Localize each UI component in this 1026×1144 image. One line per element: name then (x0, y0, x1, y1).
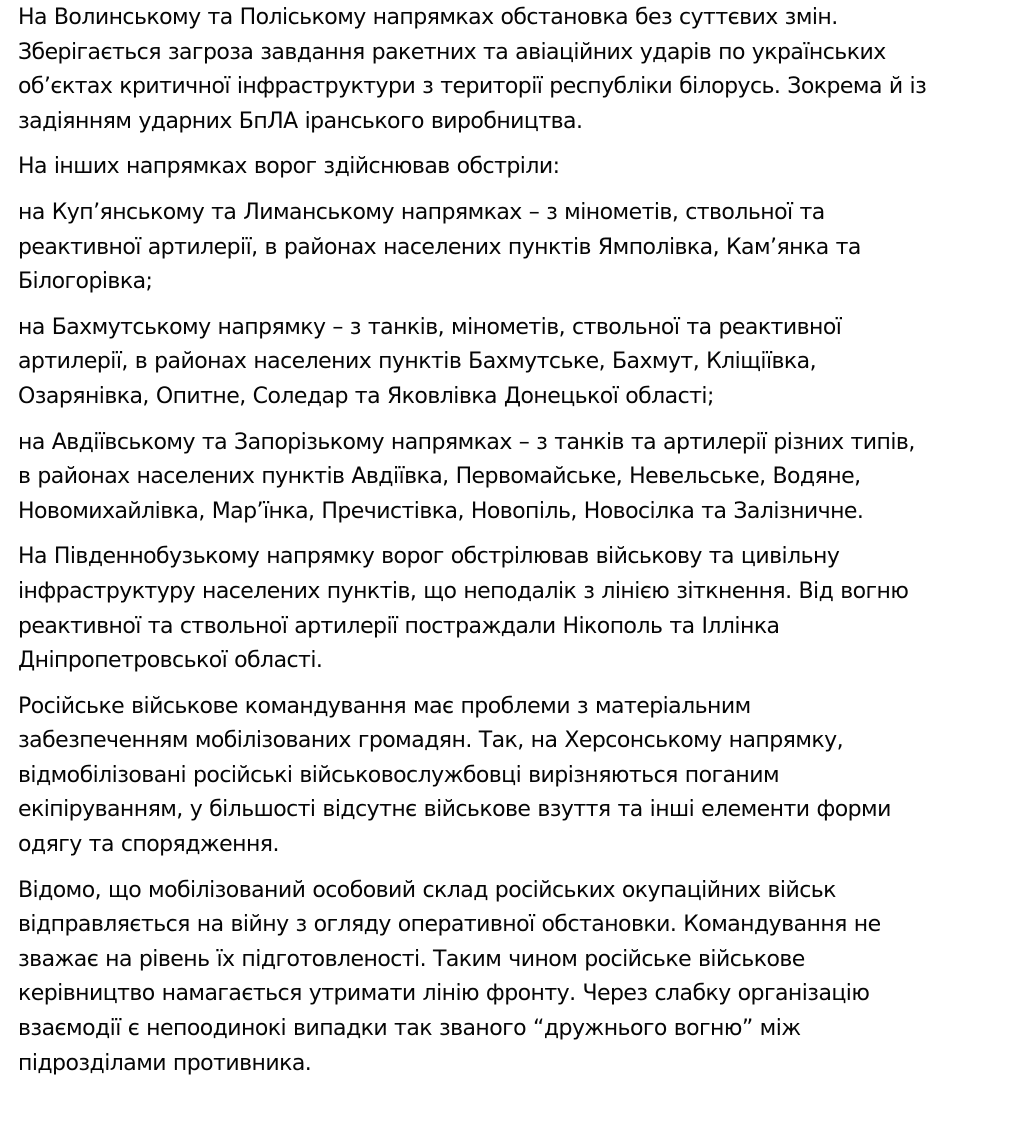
text-line: На Волинському та Поліському напрямках обстановка без суттєвих змін. (18, 5, 838, 30)
text-line: Зберігається загроза завдання ракетних та авіаційних ударів по українських (18, 39, 886, 65)
text-line: Відомо, що мобілізований особовий склад російських окупаційних військ (18, 877, 836, 903)
text-line: в районах населених пунктів Авдіївка, Первомайське, Невельське, Водяне, (18, 464, 861, 490)
text-line: одягу та спорядження. (18, 832, 279, 858)
text-line: На Південнобузькому напрямку ворог обстрілював військову та цивільну (18, 544, 840, 570)
text-line: артилерії, в районах населених пунктів Бахмутське, Бахмут, Кліщіївка, (18, 349, 817, 375)
text-line: на Авдіївському та Запорізькому напрямках – з танків та артилерії різних типів, (18, 429, 915, 455)
text-line: об’єктах критичної інфраструктури з території республіки білорусь. Зокрема й із (18, 74, 927, 100)
text-line: реактивної та ствольної артилерії постраждали Нікополь та Іллінка (18, 613, 780, 639)
paragraph-pivdennobuzkyi (18, 540, 1016, 678)
text-line: забезпеченням мобілізованих громадян. Так, на Херсонському напрямку, (18, 728, 844, 754)
text-line: екіпіруванням, у більшості відсутнє військове взуття та інші елементи форми (18, 797, 891, 823)
text-line: Дніпропетровської області. (18, 648, 323, 674)
text-line: керівництво намагається утримати лінію фронту. Через слабку організацію (18, 981, 870, 1007)
paragraph-other-directions-intro (18, 150, 1016, 185)
text-line: На інших напрямках ворог здійснював обстріли: (18, 154, 560, 180)
text-line: зважає на рівень їх підготовленості. Таким чином російське військове (18, 946, 805, 972)
paragraph-avdiivka-zaporizhzhia (18, 426, 1016, 530)
text-line: взаємодії є непоодинокі випадки так званого “дружнього вогню” між (18, 1016, 801, 1042)
paragraph-kupiansk-lyman (18, 196, 1016, 300)
text-line: на Куп’янському та Лиманському напрямках – з мінометів, ствольної та (18, 199, 825, 225)
text-line: реактивної артилерії, в районах населених пунктів Ямполівка, Кам’янка та (18, 234, 861, 260)
text-line: задіянням ударних БпЛА іранського виробництва. (18, 108, 583, 134)
text-line: підрозділами противника. (18, 1050, 312, 1076)
paragraph-volyn-polissia (18, 1, 1016, 139)
text-line: Білогорівка; (18, 269, 153, 295)
text-line: Російське військове командування має проблеми з матеріальним (18, 693, 751, 719)
text-line: інфраструктуру населених пунктів, що неподалік з лінією зіткнення. Від вогню (18, 578, 909, 604)
text-line: відмобілізовані російські військовослужбовці вирізняються поганим (18, 762, 780, 788)
text-line: Озарянівка, Опитне, Соледар та Яковлівка Донецької області; (18, 383, 714, 409)
paragraph-mobilized-personnel (18, 874, 1016, 1082)
text-line: відправляється на війну з огляду оперативної обстановки. Командування не (18, 912, 881, 938)
paragraph-russian-command-supply (18, 690, 1016, 863)
text-line: Новомихайлівка, Мар’їнка, Пречистівка, Новопіль, Новосілка та Залізничне. (18, 498, 864, 524)
text-line: на Бахмутському напрямку – з танків, мінометів, ствольної та реактивної (18, 314, 842, 340)
paragraph-bakhmut (18, 311, 1016, 415)
